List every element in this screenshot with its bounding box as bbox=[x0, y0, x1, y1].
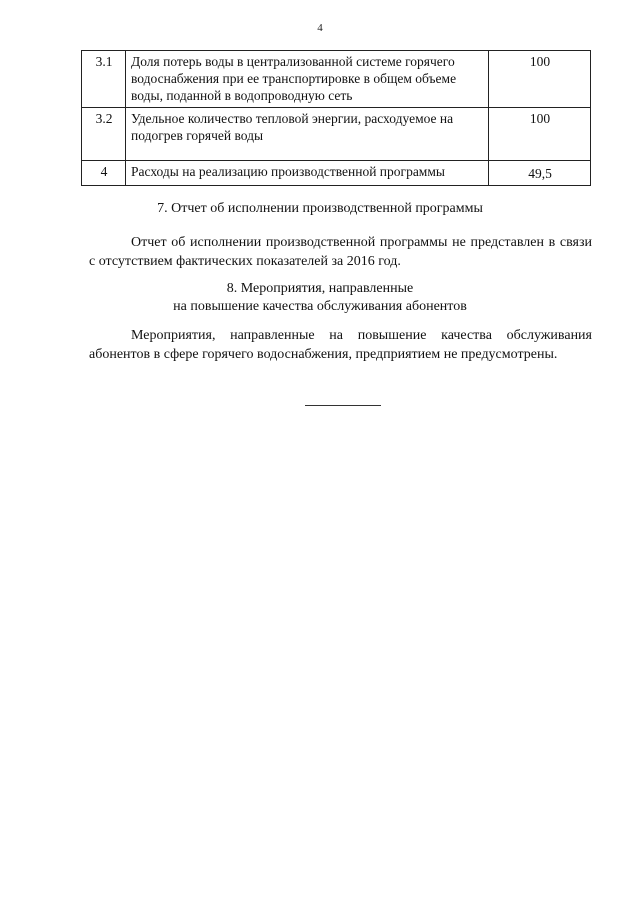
row-value: 100 bbox=[489, 108, 591, 161]
table-row bbox=[82, 51, 591, 108]
row-number: 4 bbox=[82, 161, 126, 186]
end-rule bbox=[305, 405, 381, 406]
row-number: 3.2 bbox=[82, 108, 126, 161]
row-value: 49,5 bbox=[489, 161, 591, 186]
row-description: Расходы на реализацию производственной программы bbox=[126, 161, 489, 186]
row-number: 3.1 bbox=[82, 51, 126, 108]
table-row bbox=[82, 108, 591, 161]
section-8-title-line-1: 8. Мероприятия, направленные bbox=[226, 281, 414, 296]
row-description: Удельное количество тепловой энергии, расходуемое на подогрев горячей воды bbox=[126, 108, 489, 161]
section-8-title-line-2: на повышение качества обслуживания абонентов bbox=[173, 299, 467, 314]
table-row bbox=[82, 161, 591, 186]
section-7-title: 7. Отчет об исполнении производственной программы bbox=[157, 201, 483, 216]
row-value: 100 bbox=[489, 51, 591, 108]
section-7-body: Отчет об исполнении производственной программы не представлен в связи с отсутствием фактических показателей за 2016 год. bbox=[89, 235, 592, 269]
section-8-body: Мероприятия, направленные на повышение качества обслуживания абонентов в сфере горячего водоснабжения, предприятием не предусмотрены. bbox=[89, 328, 592, 362]
page-number: 4 bbox=[317, 22, 323, 34]
indicators-table bbox=[81, 50, 591, 186]
row-description: Доля потерь воды в централизованной системе горячего водоснабжения при ее транспортировке в общем объеме воды, поданной в водопроводную сеть bbox=[126, 51, 489, 108]
